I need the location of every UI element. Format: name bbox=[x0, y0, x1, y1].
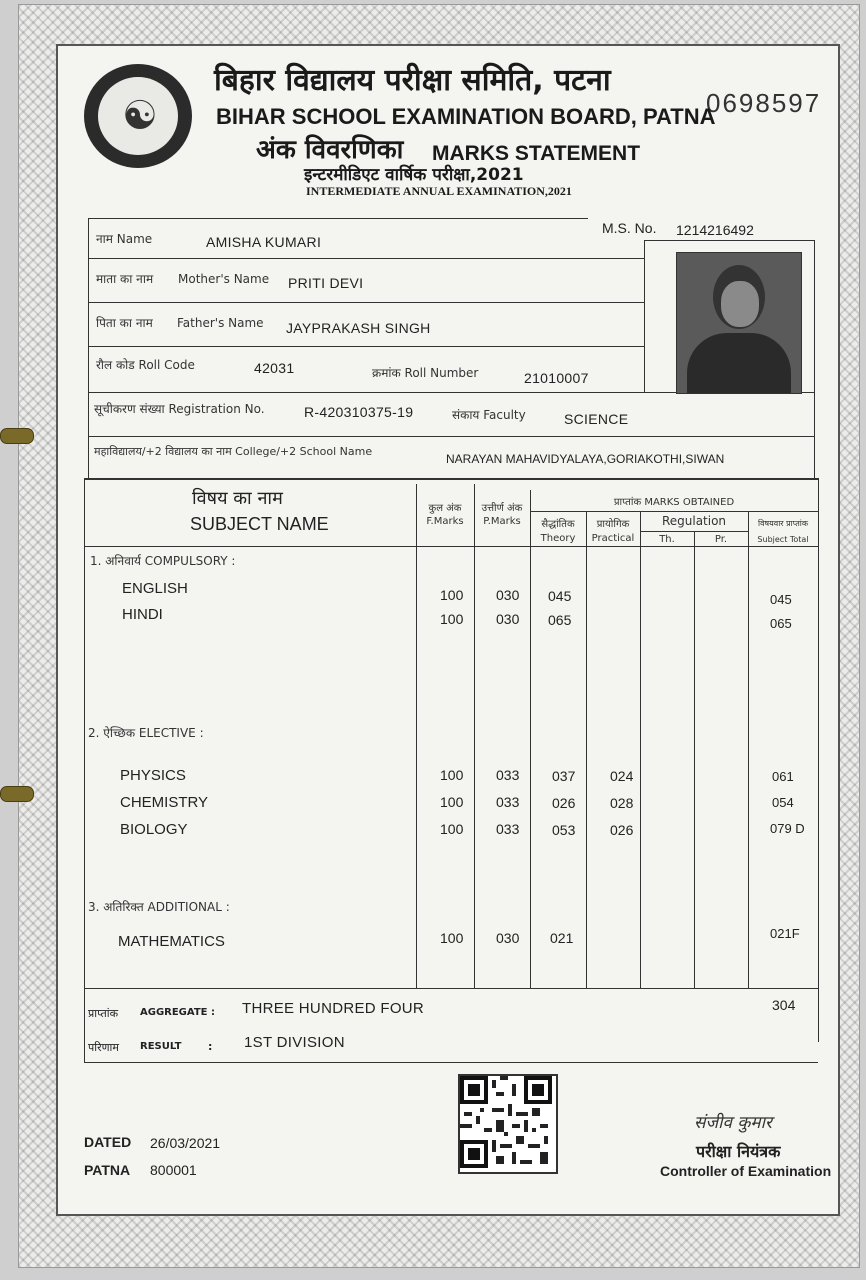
roll-code-label: रौल कोड Roll Code bbox=[96, 358, 195, 372]
col-line bbox=[474, 484, 475, 988]
place-label: PATNA bbox=[84, 1162, 131, 1178]
statement-title-hindi: अंक विवरणिका bbox=[256, 135, 404, 165]
father-label-english: Father's Name bbox=[177, 316, 264, 330]
statement-title-english: MARKS STATEMENT bbox=[432, 142, 641, 165]
table-cell-theory: 037 bbox=[552, 768, 576, 784]
table-cell-pmarks: 030 bbox=[496, 930, 520, 946]
board-logo-seal bbox=[84, 64, 192, 168]
aggregate-words: THREE HUNDRED FOUR bbox=[242, 1000, 425, 1017]
pmarks-header-hindi: उत्तीर्ण अंक bbox=[481, 503, 523, 514]
marks-obtained-header: प्राप्तांक MARKS OBTAINED bbox=[613, 497, 735, 508]
college-label: महाविद्यालय/+2 विद्यालय का नाम College/+2 School Name bbox=[94, 445, 373, 458]
table-cell-theory: 065 bbox=[548, 612, 572, 628]
regulation-theory-header: Th. bbox=[659, 534, 675, 545]
qr-code bbox=[458, 1074, 558, 1174]
roll-number-label: क्रमांक Roll Number bbox=[372, 366, 479, 380]
table-row-subject: BIOLOGY bbox=[120, 821, 188, 838]
faculty-value: SCIENCE bbox=[564, 411, 629, 427]
theory-header-english: Theory bbox=[540, 533, 576, 544]
table-row-subject: HINDI bbox=[122, 606, 163, 623]
dated-label: DATED bbox=[84, 1134, 132, 1150]
father-name: JAYPRAKASH SINGH bbox=[286, 320, 431, 336]
table-cell-total: 061 bbox=[772, 769, 794, 784]
table-row-subject: PHYSICS bbox=[120, 767, 186, 784]
board-title-english: BIHAR SCHOOL EXAMINATION BOARD, PATNA bbox=[216, 104, 716, 129]
info-box-top bbox=[88, 218, 588, 219]
divider bbox=[88, 302, 644, 303]
subject-total-header-hindi: विषयवार प्राप्तांक bbox=[758, 519, 808, 528]
aggregate-label-english: AGGREGATE : bbox=[140, 1007, 215, 1018]
result-box-bottom bbox=[84, 1062, 818, 1063]
binder-ring-bottom bbox=[0, 786, 34, 802]
pmarks-header-english: P.Marks bbox=[483, 516, 521, 527]
exam-title-hindi: इन्टरमीडिएट वार्षिक परीक्षा,2021 bbox=[304, 165, 524, 185]
serial-number: 0698597 bbox=[706, 88, 822, 118]
result-label-english: RESULT bbox=[140, 1041, 182, 1052]
student-name: AMISHA KUMARI bbox=[206, 234, 322, 250]
mother-label-hindi: माता का नाम bbox=[96, 272, 154, 286]
subject-header-english: SUBJECT NAME bbox=[190, 514, 329, 534]
table-top bbox=[84, 478, 818, 480]
col-line bbox=[586, 512, 587, 988]
fmarks-header-english: F.Marks bbox=[426, 516, 464, 527]
practical-header-hindi: प्रायोगिक bbox=[596, 519, 630, 530]
table-cell-total: 079 D bbox=[770, 821, 805, 836]
table-row-subject: ENGLISH bbox=[122, 580, 188, 597]
table-cell-fmarks: 100 bbox=[440, 611, 464, 627]
regulation-practical-header: Pr. bbox=[714, 534, 728, 545]
fmarks-header-hindi: कुल अंक bbox=[428, 503, 462, 514]
aggregate-total: 304 bbox=[772, 997, 796, 1013]
registration-label: सूचीकरण संख्या Registration No. bbox=[94, 402, 265, 416]
col-line bbox=[530, 490, 531, 988]
table-cell-total: 065 bbox=[770, 616, 792, 631]
table-cell-fmarks: 100 bbox=[440, 587, 464, 603]
col-line bbox=[640, 512, 641, 988]
controller-signature: संजीव कुमार bbox=[694, 1113, 772, 1133]
divider bbox=[88, 346, 644, 347]
table-bottom bbox=[84, 988, 818, 989]
table-cell-pmarks: 033 bbox=[496, 794, 520, 810]
table-right bbox=[818, 478, 819, 988]
result-box-right bbox=[818, 988, 819, 1042]
divider bbox=[88, 258, 644, 259]
table-cell-practical: 026 bbox=[610, 822, 634, 838]
table-cell-pmarks: 030 bbox=[496, 587, 520, 603]
photo-box-top bbox=[644, 240, 814, 241]
college-name: NARAYAN MAHAVIDYALAYA,GORIAKOTHI,SIWAN bbox=[446, 452, 725, 466]
table-cell-fmarks: 100 bbox=[440, 930, 464, 946]
student-photo bbox=[676, 252, 802, 394]
table-row-subject: CHEMISTRY bbox=[120, 794, 209, 811]
table-cell-practical: 024 bbox=[610, 768, 634, 784]
table-cell-fmarks: 100 bbox=[440, 821, 464, 837]
controller-title-english: Controller of Examination bbox=[660, 1163, 832, 1179]
name-label: नाम Name bbox=[96, 232, 153, 246]
table-cell-pmarks: 030 bbox=[496, 611, 520, 627]
regulation-header: Regulation bbox=[661, 514, 727, 528]
info-box-right bbox=[814, 240, 815, 480]
table-header-bottom bbox=[84, 546, 818, 547]
subject-header-hindi: विषय का नाम bbox=[192, 488, 283, 509]
aggregate-label-hindi: प्राप्तांक bbox=[88, 1007, 119, 1020]
col-line bbox=[416, 484, 417, 988]
table-cell-total: 021F bbox=[770, 926, 800, 941]
roll-number-value: 21010007 bbox=[524, 370, 589, 386]
practical-header-english: Practical bbox=[591, 533, 635, 544]
table-cell-fmarks: 100 bbox=[440, 794, 464, 810]
table-cell-theory: 045 bbox=[548, 588, 572, 604]
regulation-divider bbox=[640, 531, 748, 532]
table-cell-theory: 053 bbox=[552, 822, 576, 838]
exam-title-english: INTERMEDIATE ANNUAL EXAMINATION,2021 bbox=[306, 184, 572, 198]
table-cell-pmarks: 033 bbox=[496, 821, 520, 837]
table-cell-theory: 021 bbox=[550, 930, 574, 946]
result-label-hindi: परिणाम bbox=[88, 1041, 119, 1054]
section-additional: 3. अतिरिक्त ADDITIONAL : bbox=[88, 900, 230, 914]
scholar-figure-icon: ☯ bbox=[122, 93, 158, 139]
theory-header-hindi: सैद्धांतिक bbox=[541, 519, 575, 530]
mother-name: PRITI DEVI bbox=[288, 275, 364, 291]
section-elective: 2. ऐच्छिक ELECTIVE : bbox=[88, 726, 204, 740]
table-left bbox=[84, 478, 85, 988]
table-cell-practical: 028 bbox=[610, 795, 634, 811]
result-box-left bbox=[84, 988, 85, 1062]
mother-label-english: Mother's Name bbox=[178, 272, 270, 286]
table-cell-total: 045 bbox=[770, 592, 792, 607]
roll-code-value: 42031 bbox=[254, 360, 295, 376]
result-colon: : bbox=[208, 1040, 213, 1053]
issue-date: 26/03/2021 bbox=[150, 1135, 221, 1151]
registration-value: R-420310375-19 bbox=[304, 404, 414, 420]
photo-box-left bbox=[644, 240, 645, 392]
col-line bbox=[694, 532, 695, 988]
table-cell-theory: 026 bbox=[552, 795, 576, 811]
section-compulsory: 1. अनिवार्य COMPULSORY : bbox=[90, 554, 236, 568]
ms-no-label: M.S. No. bbox=[602, 220, 657, 236]
table-cell-total: 054 bbox=[772, 795, 794, 810]
binder-ring-top bbox=[0, 428, 34, 444]
subject-total-header-english: Subject Total bbox=[757, 535, 809, 544]
father-label-hindi: पिता का नाम bbox=[96, 316, 153, 330]
faculty-label: संकाय Faculty bbox=[452, 408, 526, 422]
pin-code: 800001 bbox=[150, 1162, 197, 1178]
col-line bbox=[748, 512, 749, 988]
controller-title-hindi: परीक्षा नियंत्रक bbox=[696, 1142, 781, 1161]
divider bbox=[88, 436, 814, 437]
table-cell-fmarks: 100 bbox=[440, 767, 464, 783]
header-subdivider bbox=[530, 511, 818, 512]
table-row-subject: MATHEMATICS bbox=[118, 933, 225, 950]
ms-no-value: 1214216492 bbox=[676, 222, 754, 238]
table-cell-pmarks: 033 bbox=[496, 767, 520, 783]
result-division: 1ST DIVISION bbox=[244, 1034, 345, 1051]
board-title-hindi: बिहार विद्यालय परीक्षा समिति, पटना bbox=[214, 63, 611, 98]
